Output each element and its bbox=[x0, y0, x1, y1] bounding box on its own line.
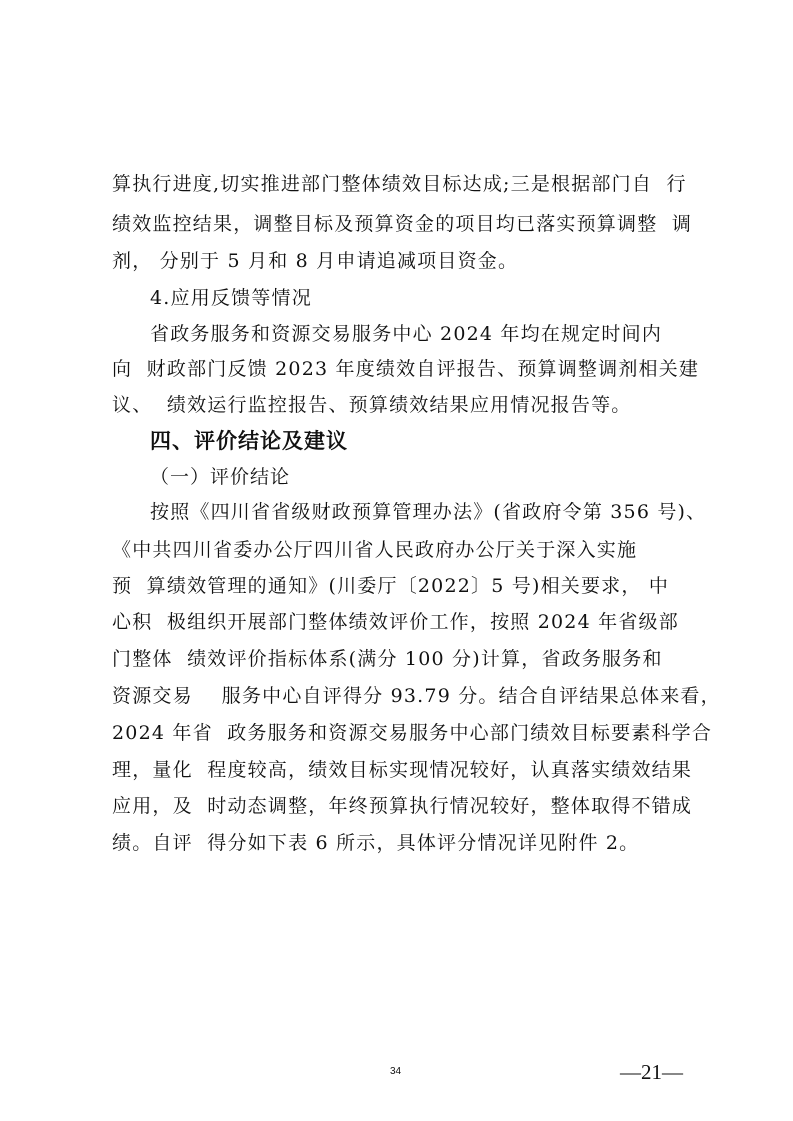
paragraph-line: 绩效监控结果，调整目标及预算资金的项目均已落实预算调整 调 bbox=[112, 213, 693, 235]
paragraph-line: 剂， 分别于 5 月和 8 月申请追减项目资金。 bbox=[112, 250, 519, 272]
paragraph-line: 资源交易 服务中心自评得分 93.79 分。结合自评结果总体来看， bbox=[112, 685, 721, 707]
paragraph-line: 理，量化 程度较高，绩效目标实现情况较好，认真落实绩效结果 bbox=[112, 759, 693, 781]
paragraph-line: 预 算绩效管理的通知》(川委厅〔2022〕5 号)相关要求， 中 bbox=[112, 575, 670, 597]
subsection-item-heading: 4.应用反馈等情况 bbox=[150, 287, 312, 309]
paragraph-line: 按照《四川省省级财政预算管理办法》(省政府令第 356 号)、 bbox=[150, 501, 707, 523]
paragraph-line: 应用，及 时动态调整，年终预算执行情况较好，整体取得不错成 bbox=[112, 795, 693, 817]
paragraph-line: 算执行进度,切实推进部门整体绩效目标达成;三是根据部门自 行 bbox=[112, 173, 687, 195]
subsection-heading: （一）评价结论 bbox=[150, 466, 291, 488]
section-heading: 四、评价结论及建议 bbox=[150, 429, 348, 453]
paragraph-line: 向 财政部门反馈 2023 年度绩效自评报告、预算调整调剂相关建 bbox=[112, 358, 700, 380]
paragraph-line: 议、 绩效运行监控报告、预算绩效结果应用情况报告等。 bbox=[112, 394, 632, 416]
paragraph-line: 门整体 绩效评价指标体系(满分 100 分)计算，省政务服务和 bbox=[112, 648, 663, 670]
paragraph-line: 绩。自评 得分如下表 6 所示，具体评分情况详见附件 2。 bbox=[112, 832, 640, 854]
paragraph-line: 心积 极组织开展部门整体绩效评价工作，按照 2024 年省级部 bbox=[112, 611, 679, 633]
paragraph-line: 省政务服务和资源交易服务中心 2024 年均在规定时间内 bbox=[150, 323, 663, 345]
paragraph-line: 《中共四川省委办公厅四川省人民政府办公厅关于深入实施 bbox=[112, 539, 638, 561]
page-number-right: —21— bbox=[620, 1060, 683, 1084]
paragraph-line: 2024 年省 政务服务和资源交易服务中心部门绩效目标要素科学合 bbox=[112, 722, 713, 744]
page-number-center: 34 bbox=[390, 1066, 402, 1077]
